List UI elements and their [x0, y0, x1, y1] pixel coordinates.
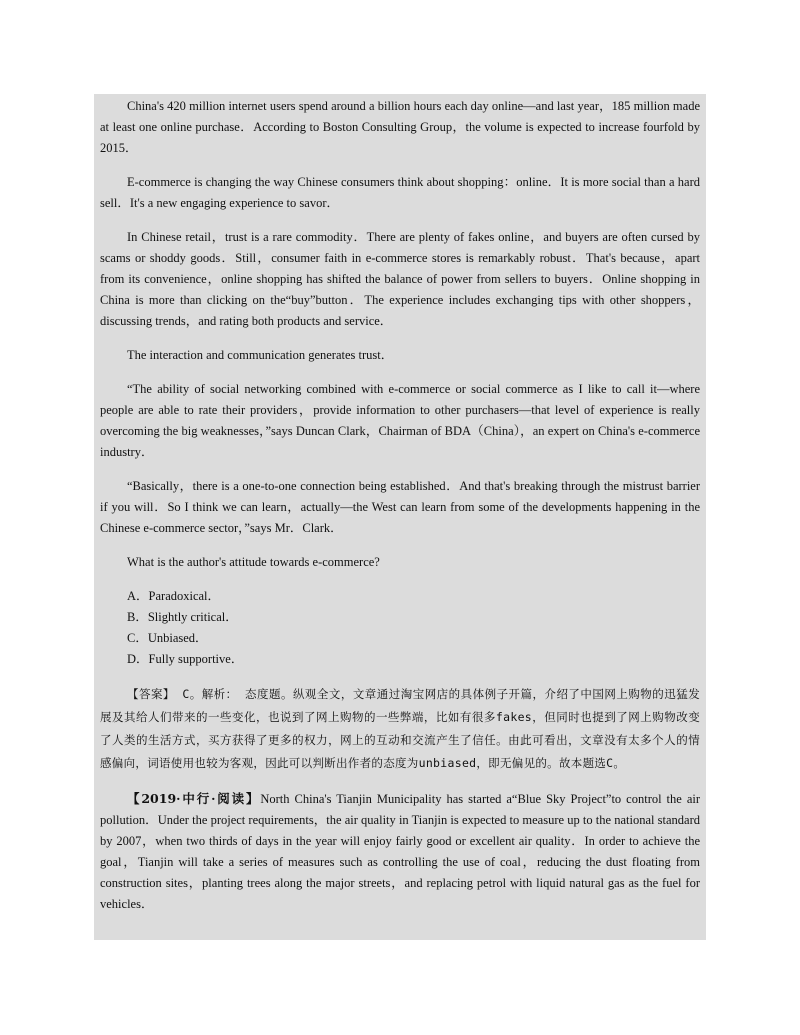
next-passage-tag: 【2019·中行·阅读】	[127, 791, 261, 806]
question-stem: What is the author's attitude towards e-commerce?	[127, 555, 380, 569]
document-body	[100, 96, 700, 928]
passage-paragraph-2: E-commerce is changing the way Chinese consumers think about shopping：online．It is more social than a hard sell．It's a new engaging experience to savor．	[100, 175, 700, 210]
next-passage	[100, 788, 700, 915]
option-d: D．Fully supportive．	[127, 652, 244, 666]
passage-paragraph-4: The interaction and communication generates trust．	[127, 348, 394, 362]
next-passage-text: North China's Tianjin Municipality has started a“Blue Sky Project”to control the air pollution．Under the project requirements，the air quality in Tianjin is expected to measure up to the national standard by 2007，when two thirds of days in the year will enjoy fairly good or excellent air quality．In order to achieve the goal，Tianjin will take a series of measures such as controlling the use of coal，reducing the dust floating from construction sites，planting trees along the major streets，and replacing petrol with liquid natural gas as the fuel for vehicles．	[100, 792, 700, 911]
answer-explanation	[100, 683, 700, 775]
option-a: A．Paradoxical．	[127, 589, 221, 603]
passage-paragraph-1: China's 420 million internet users spend around a billion hours each day online—and last year，185 million made at least one online purchase．According to Boston Consulting Group，the volume is expected to increase fourfold by 2015．	[100, 99, 700, 155]
answer-text: C。解析： 态度题。纵观全文，文章通过淘宝网店的具体例子开篇，介绍了中国网上购物的迅猛发展及其给人们带来的一些变化，也说到了网上购物的一些弊端，比如有很多fakes，但同时也提到了网上购物改变了人类的生活方式，买方获得了更多的权力，网上的互动和交流产生了信任。由此可看出，文章没有太多个人的情感偏向，词语使用也较为客观，因此可以判断出作者的态度为unbiased，即无偏见的。故本题选C。	[100, 687, 701, 770]
option-b: B．Slightly critical．	[127, 610, 238, 624]
passage-paragraph-3: In Chinese retail，trust is a rare commodity．There are plenty of fakes online，and buyers are often cursed by scams or shoddy goods．Still，consumer faith in e-commerce stores is remarkably robust．That's because，apart from its convenience，online shopping has shifted the balance of power from sellers to buyers．Online shopping in China is more than clicking on the“buy”button．The experience includes exchanging tips with other shoppers，discussing trends，and rating both products and service．	[100, 230, 700, 328]
passage-paragraph-6: “Basically，there is a one-to-one connection being established．And that's breaking through the mistrust barrier if you will．So I think we can learn，actually—the West can learn from some of the developments happening in the Chinese e-commerce sector，”says Mr．Clark．	[100, 479, 700, 535]
answer-options	[100, 586, 700, 670]
passage-paragraph-5: “The ability of social networking combined with e-commerce or social commerce as I like to call it—where people are able to rate their providers，provide information to other purchasers—that level of experience is really overcoming the big weaknesses，”says Duncan Clark，Chairman of BDA（China），an expert on China's e-commerce industry．	[100, 382, 700, 459]
option-c: C．Unbiased．	[127, 631, 208, 645]
answer-label: 【答案】	[127, 687, 175, 701]
